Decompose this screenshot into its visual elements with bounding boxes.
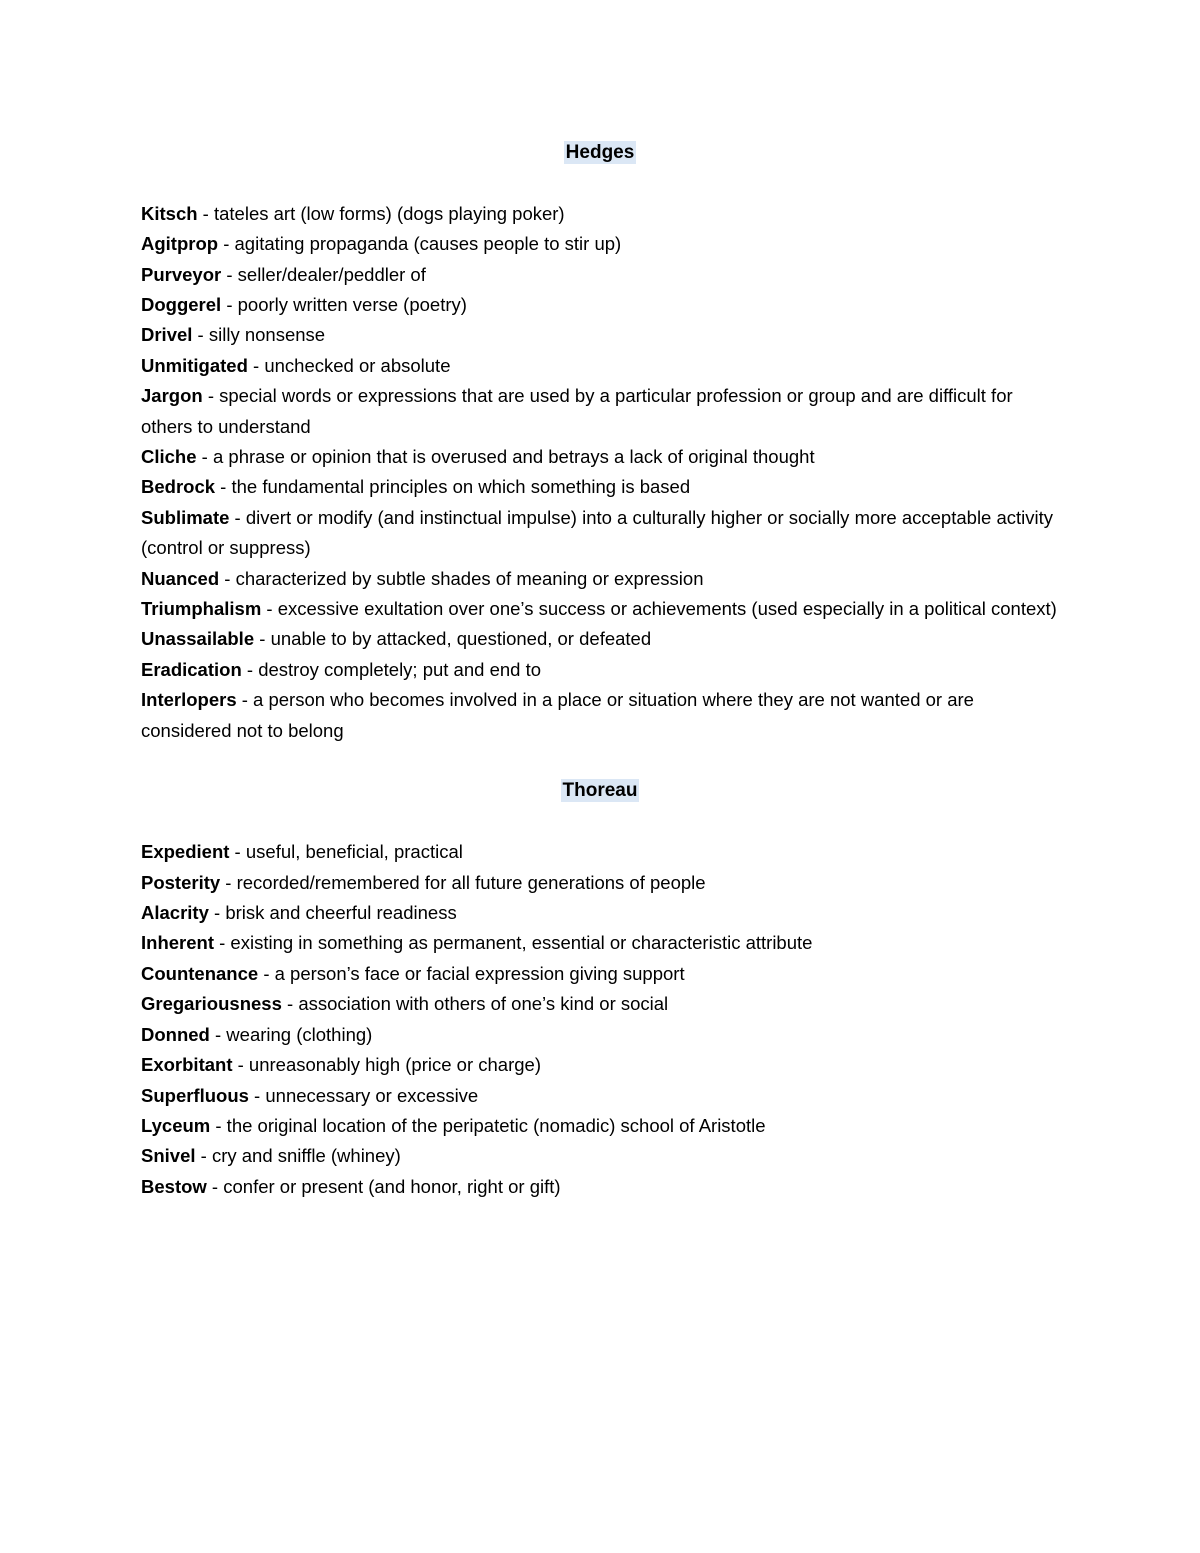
vocab-entry — [141, 351, 1059, 381]
vocab-entry — [141, 868, 1059, 898]
vocab-term: Bedrock — [141, 476, 216, 498]
vocab-definition: - brisk and cheerful readiness — [208, 902, 457, 924]
vocab-entry — [141, 1141, 1059, 1171]
vocab-definition: - wearing (clothing) — [209, 1023, 373, 1045]
vocab-term: Unmitigated — [141, 354, 248, 376]
vocab-entry — [141, 1172, 1059, 1202]
vocab-term: Expedient — [141, 841, 230, 863]
vocab-entry — [141, 928, 1059, 958]
vocab-entry — [141, 594, 1059, 624]
vocab-definition: - divert or modify (and instinctual impulse) into a culturally higher or socially more acceptable activity (control or suppress) — [141, 506, 1054, 559]
vocab-definition: - poorly written verse (poetry) — [221, 294, 467, 315]
vocab-term: Gregariousness — [141, 993, 282, 1015]
vocab-entry — [141, 229, 1059, 259]
vocab-term: Nuanced — [141, 567, 220, 589]
vocab-term: Bestow — [141, 1175, 207, 1197]
vocab-entry — [141, 624, 1059, 654]
vocab-entry — [141, 442, 1059, 472]
vocab-term: Snivel — [141, 1145, 196, 1167]
vocab-term: Donned — [141, 1023, 210, 1045]
vocab-term: Kitsch — [141, 202, 198, 224]
vocab-term: Inherent — [141, 932, 214, 954]
vocab-definition: - unchecked or absolute — [247, 354, 451, 376]
vocab-definition: - the fundamental principles on which something is based — [215, 476, 691, 498]
vocab-definition: - destroy completely; put and end to — [241, 658, 542, 680]
vocab-definition: - excessive exultation over one’s success or achievements (used especially in a political context) — [261, 598, 1057, 620]
vocab-entry — [141, 837, 1059, 867]
vocab-definition: - agitating propaganda (causes people to stir up) — [218, 233, 622, 255]
vocab-term: Countenance — [141, 962, 259, 984]
vocab-term: Agitprop — [141, 233, 219, 255]
vocab-term: Doggerel — [141, 294, 222, 315]
vocab-term: Purveyor — [141, 263, 222, 285]
vocab-definition: - confer or present (and honor, right or gift) — [206, 1175, 561, 1197]
vocab-entry — [141, 685, 1059, 746]
vocab-entry — [141, 655, 1059, 685]
vocab-term: Eradication — [141, 658, 242, 680]
vocab-definition: - unreasonably high (price or charge) — [232, 1054, 541, 1076]
vocab-term: Posterity — [141, 871, 221, 893]
section-heading: Hedges — [565, 142, 635, 163]
vocab-term: Interlopers — [141, 689, 237, 711]
vocab-definition: - unable to by attacked, questioned, or defeated — [254, 628, 652, 650]
section-hedges — [141, 138, 1059, 746]
vocab-entry — [141, 959, 1059, 989]
vocab-term: Jargon — [141, 385, 203, 407]
vocab-entry — [141, 1050, 1059, 1080]
section-heading: Thoreau — [562, 780, 638, 802]
vocab-entry — [141, 320, 1059, 350]
vocab-definition: - seller/dealer/peddler of — [221, 263, 426, 285]
vocab-term: Triumphalism — [141, 598, 262, 620]
vocab-term: Exorbitant — [141, 1054, 233, 1076]
vocab-entry — [141, 472, 1059, 502]
vocab-definition: - the original location of the peripatetic (nomadic) school of Aristotle — [210, 1114, 766, 1136]
vocab-entry — [141, 1081, 1059, 1111]
vocab-definition: - silly nonsense — [192, 324, 326, 346]
document-page — [141, 138, 1059, 1202]
vocab-term: Sublimate — [141, 506, 230, 528]
vocab-term: Drivel — [141, 324, 193, 346]
vocab-term: Alacrity — [141, 902, 209, 924]
vocab-definition: - characterized by subtle shades of meaning or expression — [219, 567, 704, 589]
vocab-definition: - tateles art (low forms) (dogs playing poker) — [197, 202, 565, 224]
vocab-entry — [141, 381, 1059, 442]
vocab-definition: - a phrase or opinion that is overused and betrays a lack of original thought — [196, 446, 815, 468]
vocab-entry — [141, 989, 1059, 1019]
vocab-definition: - recorded/remembered for all future generations of people — [220, 871, 706, 893]
vocab-definition: - special words or expressions that are used by a particular profession or group and are difficult for others to understand — [141, 385, 1013, 437]
vocab-definition: - useful, beneficial, practical — [229, 841, 463, 863]
vocab-definition: - a person who becomes involved in a place or situation where they are not wanted or are considered not to belong — [141, 689, 974, 741]
vocab-entry — [141, 199, 1059, 229]
vocab-definition: - existing in something as permanent, essential or characteristic attribute — [213, 932, 813, 954]
vocab-entry — [141, 1020, 1059, 1050]
vocab-definition: - cry and sniffle (whiney) — [195, 1145, 401, 1167]
vocab-definition: - association with others of one’s kind or social — [281, 993, 669, 1015]
vocab-definition: - unnecessary or excessive — [248, 1084, 479, 1106]
vocab-entry — [141, 503, 1059, 564]
vocab-definition: - a person’s face or facial expression giving support — [258, 962, 685, 984]
vocab-entry — [141, 564, 1059, 594]
section-thoreau — [141, 776, 1059, 1202]
vocab-term: Unassailable — [141, 628, 255, 650]
vocab-term: Lyceum — [141, 1114, 211, 1136]
vocab-term: Superfluous — [141, 1084, 249, 1106]
vocab-term: Cliche — [141, 446, 197, 468]
vocab-entry — [141, 898, 1059, 928]
vocab-entry — [141, 260, 1059, 290]
vocab-entry — [141, 290, 1059, 320]
vocab-entry — [141, 1111, 1059, 1141]
